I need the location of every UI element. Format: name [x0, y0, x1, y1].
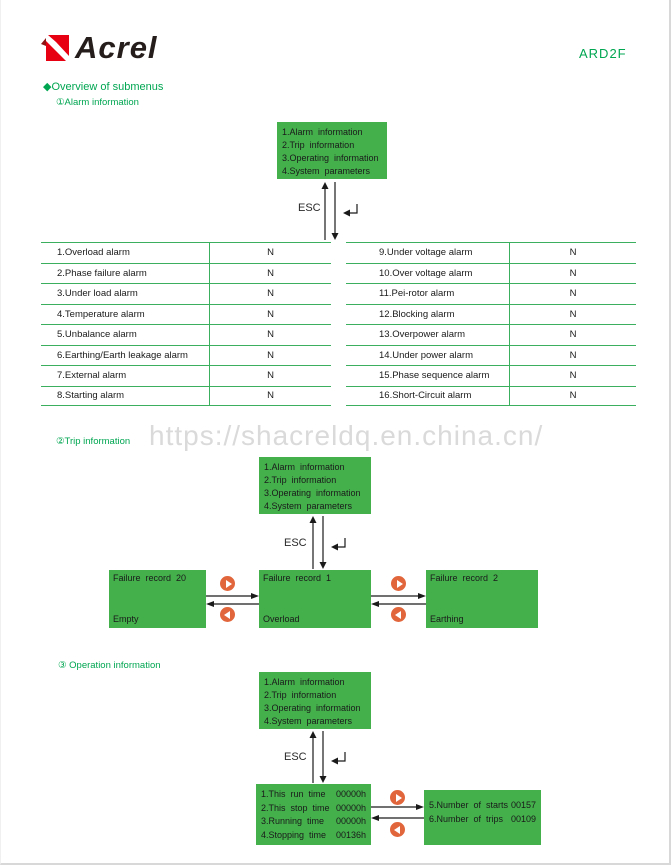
table-row: [41, 386, 331, 407]
left-arrow-button: [391, 607, 406, 622]
menu-line: 2.Trip information: [282, 140, 355, 150]
esc-key-label: ESC: [284, 751, 307, 763]
right-arrow-button: [391, 576, 406, 591]
alarm-name: 8.Starting alarm: [57, 390, 125, 402]
failure-record-title: Failure record 2: [430, 573, 499, 583]
alarm-value: N: [209, 387, 331, 406]
alarm-name: 9.Under voltage alarm: [379, 247, 473, 259]
enter-key-icon: [341, 202, 361, 218]
alarm-table-left: [41, 242, 331, 406]
main-menu-box: [259, 672, 371, 729]
stat-row: [424, 799, 541, 813]
alarm-name: 7.External alarm: [57, 370, 127, 382]
stat-name: 5.Number of starts: [429, 800, 509, 810]
alarm-value: N: [509, 346, 636, 366]
watermark-text: https://shacreldq.en.china.cn/: [149, 420, 544, 451]
alarm-name: 11.Pei-rotor alarm: [379, 288, 455, 300]
table-row: [346, 324, 636, 345]
acrel-logo-icon: [39, 32, 71, 64]
main-menu-box: [259, 457, 371, 514]
failure-record-title: Failure record 20: [113, 573, 187, 583]
failure-record-box: [109, 570, 206, 628]
table-row: [41, 283, 331, 304]
main-menu-box: [277, 122, 387, 179]
alarm-value: N: [509, 264, 636, 284]
menu-line: 4.System parameters: [264, 501, 353, 511]
alarm-value: N: [509, 366, 636, 386]
alarm-name: 13.Overpower alarm: [379, 329, 466, 341]
alarm-name: 15.Phase sequence alarm: [379, 370, 490, 382]
run-time-box: [256, 784, 371, 845]
table-row: [41, 263, 331, 284]
left-triangle-icon: [395, 611, 401, 619]
table-row: [41, 242, 331, 263]
stat-value: 00136h: [335, 829, 366, 840]
table-row: [346, 304, 636, 325]
menu-line: 4.System parameters: [264, 716, 353, 726]
stat-name: 6.Number of trips: [429, 813, 504, 824]
section-label-operation: ③ Operation information: [58, 660, 161, 671]
failure-record-status: Earthing: [430, 614, 464, 624]
alarm-name: 5.Unbalance alarm: [57, 329, 137, 341]
table-row: [346, 345, 636, 366]
table-row: [346, 386, 636, 407]
stat-row: [256, 788, 371, 802]
stat-row: [424, 813, 541, 827]
alarm-name: 6.Earthing/Earth leakage alarm: [57, 349, 188, 361]
table-row: [41, 345, 331, 366]
failure-record-title: Failure record 1: [263, 573, 332, 583]
menu-line: 3.Operating information: [264, 488, 361, 498]
stat-row: [256, 829, 371, 843]
table-row: [346, 283, 636, 304]
alarm-value: N: [209, 243, 331, 263]
alarm-value: N: [209, 284, 331, 304]
alarm-name: 14.Under power alarm: [379, 349, 473, 361]
table-row: [41, 304, 331, 325]
left-triangle-icon: [394, 826, 400, 834]
left-arrow-button: [220, 607, 235, 622]
alarm-value: N: [209, 366, 331, 386]
menu-line: 2.Trip information: [264, 690, 337, 700]
alarm-value: N: [509, 284, 636, 304]
stat-value: 00000h: [335, 802, 366, 813]
section-label-trip: ②Trip information: [56, 436, 131, 447]
arrow-right: [371, 592, 426, 600]
right-triangle-icon: [396, 794, 402, 802]
alarm-value: N: [209, 305, 331, 325]
page-title: ◆Overview of submenus: [43, 81, 164, 93]
alarm-name: 16.Short-Circuit alarm: [379, 390, 472, 402]
left-arrow-button: [390, 822, 405, 837]
alarm-name: 12.Blocking alarm: [379, 308, 455, 320]
menu-line: 3.Operating information: [264, 703, 361, 713]
arrow-right: [371, 803, 424, 811]
failure-record-box: [426, 570, 538, 628]
alarm-value: N: [209, 264, 331, 284]
table-row: [346, 263, 636, 284]
table-row: [346, 242, 636, 263]
alarm-name: 1.Overload alarm: [57, 247, 130, 259]
menu-line: 1.Alarm information: [282, 127, 363, 137]
failure-record-status: Empty: [113, 614, 139, 624]
stat-name: 4.Stopping time: [261, 829, 327, 840]
right-triangle-icon: [397, 580, 403, 588]
left-triangle-icon: [224, 611, 230, 619]
menu-line: 1.Alarm information: [264, 677, 345, 687]
arrow-right: [206, 592, 259, 600]
stat-name: 2.This stop time: [261, 802, 330, 813]
alarm-value: N: [509, 243, 636, 263]
stat-value: 00000h: [335, 789, 366, 799]
menu-line: 2.Trip information: [264, 475, 337, 485]
counters-box: [424, 790, 541, 845]
alarm-value: N: [509, 305, 636, 325]
brand-name: Acrel: [75, 30, 158, 65]
alarm-value: N: [209, 325, 331, 345]
stat-value: 00157: [510, 800, 536, 810]
menu-line: 1.Alarm information: [264, 462, 345, 472]
table-row: [41, 365, 331, 386]
right-arrow-button: [220, 576, 235, 591]
table-row: [346, 365, 636, 386]
menu-line: 3.Operating information: [282, 153, 379, 163]
arrow-left: [371, 814, 424, 822]
alarm-name: 2.Phase failure alarm: [57, 267, 147, 279]
arrow-left: [206, 600, 259, 608]
alarm-name: 4.Temperature alarm: [57, 308, 145, 320]
alarm-value: N: [509, 387, 636, 406]
enter-key-icon: [329, 536, 349, 552]
failure-record-box: [259, 570, 371, 628]
stat-name: 1.This run time: [261, 789, 326, 799]
alarm-name: 3.Under load alarm: [57, 288, 138, 300]
header: [39, 30, 158, 66]
esc-key-label: ESC: [298, 202, 321, 214]
section-label-alarm: ①Alarm information: [56, 97, 139, 108]
alarm-value: N: [209, 346, 331, 366]
stat-value: 00000h: [335, 816, 366, 826]
stat-value: 00109: [510, 813, 536, 824]
stat-name: 3.Running time: [261, 816, 325, 826]
right-triangle-icon: [226, 580, 232, 588]
esc-key-label: ESC: [284, 537, 307, 549]
enter-key-icon: [329, 750, 349, 766]
stat-row: [256, 802, 371, 816]
menu-line: 4.System parameters: [282, 166, 371, 176]
stat-row: [256, 815, 371, 829]
model-label: ARD2F: [579, 46, 627, 61]
failure-record-status: Overload: [263, 614, 300, 624]
alarm-value: N: [509, 325, 636, 345]
alarm-name: 10.Over voltage alarm: [379, 267, 473, 279]
alarm-table-right: [346, 242, 636, 406]
table-row: [41, 324, 331, 345]
